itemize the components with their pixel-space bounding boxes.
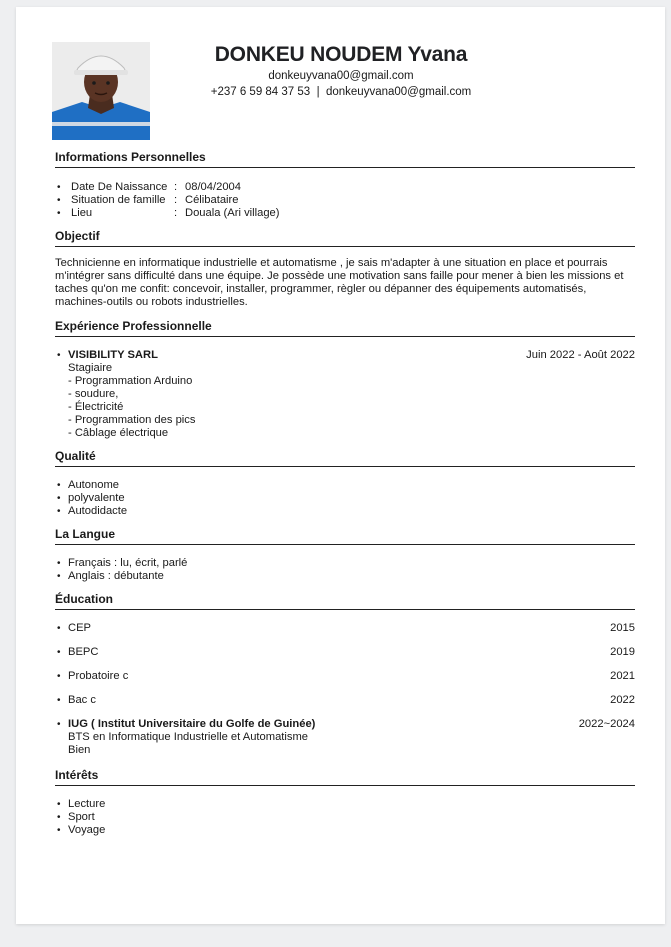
list-item [55, 670, 635, 683]
section-languages [55, 527, 635, 583]
section-title: La Langue [55, 527, 635, 545]
degree: BTS en Informatique Industrielle et Automatisme [68, 731, 309, 743]
list-item [55, 622, 635, 635]
section-interests [55, 768, 635, 837]
info-label: Date De Naissance [71, 181, 168, 193]
person-portrait-icon [52, 42, 150, 140]
list-item: • Lecture [55, 798, 635, 811]
company-name: • VISIBILITY SARL [68, 349, 158, 361]
header [166, 41, 516, 100]
task-item: - soudure, [68, 388, 119, 400]
education-list [55, 622, 635, 757]
education-name: • Probatoire c [68, 670, 129, 682]
info-value: Célibataire [185, 194, 239, 206]
objective-text: Technicienne en informatique industrielle et automatisme , je sais m'adapter à une situation en place et pourrais m'intégrer sans difficulté dans une équipe. Je possède une motivation sans faille pour mener à bien les missions et taches qu'on me confit: concevoir, installer, programmer, règler ou dépanner des équipements automatisés, machines-outils ou robots industrielles. [55, 257, 624, 308]
info-label: Situation de famille [71, 194, 166, 206]
university-years: 2022~2024 [578, 718, 635, 730]
contact-line [166, 84, 516, 100]
education-name: • Bac c [68, 694, 96, 706]
list-item [55, 646, 635, 659]
info-value: Douala (Ari village) [185, 207, 280, 219]
list-item [55, 718, 635, 757]
section-education [55, 592, 635, 757]
education-name: • BEPC [68, 646, 99, 658]
list-item: • Autonome [55, 479, 635, 492]
section-title: Éducation [55, 592, 635, 610]
list-item [55, 181, 635, 194]
list-item: • Autodidacte [55, 505, 635, 518]
education-name: • CEP [68, 622, 92, 634]
section-title: Intérêts [55, 768, 635, 786]
section-title: Qualité [55, 449, 635, 467]
profile-photo [52, 42, 150, 140]
section-qualities [55, 449, 635, 518]
personal-info-list [55, 181, 635, 220]
phone[interactable]: +237 6 59 84 37 53 [210, 86, 311, 98]
task-item: - Câblage électrique [68, 427, 169, 439]
list-item: • Sport [55, 811, 635, 824]
task-item: - Électricité [68, 401, 124, 413]
list-item: • Anglais : débutante [55, 570, 635, 583]
cv-page [16, 7, 665, 924]
contact-separator: | [316, 86, 320, 98]
list-item [55, 349, 635, 440]
list-item: • Voyage [55, 824, 635, 837]
list-item [55, 207, 635, 220]
section-title: Objectif [55, 229, 635, 247]
languages-list [55, 557, 635, 583]
qualities-list [55, 479, 635, 518]
task-item: - Programmation Arduino [68, 375, 193, 387]
list-item [55, 194, 635, 207]
mention: Bien [68, 744, 91, 756]
info-label: Lieu [71, 207, 93, 219]
info-separator: : [174, 207, 178, 219]
education-year: 2015 [610, 622, 635, 634]
task-item: - Programmation des pics [68, 414, 196, 426]
experience-list [55, 349, 635, 440]
info-value: 08/04/2004 [185, 181, 241, 193]
info-separator: : [174, 181, 178, 193]
list-item: • polyvalente [55, 492, 635, 505]
person-name: DONKEU NOUDEM Yvana [214, 43, 468, 66]
email-line[interactable]: donkeuyvana00@gmail.com [268, 70, 414, 82]
list-item [55, 694, 635, 707]
job-role: Stagiaire [68, 362, 113, 374]
interests-list [55, 798, 635, 837]
section-title: Expérience Professionnelle [55, 319, 635, 337]
email-secondary[interactable]: donkeuyvana00@gmail.com [325, 86, 472, 98]
education-year: 2019 [610, 646, 635, 658]
section-title: Informations Personnelles [55, 150, 635, 168]
section-personal-info [55, 150, 635, 220]
education-year: 2022 [610, 694, 635, 706]
info-separator: : [174, 194, 178, 206]
section-experience [55, 319, 635, 440]
university-name: • IUG ( Institut Universitaire du Golfe de Guinée) [68, 718, 316, 730]
list-item: • Français : lu, écrit, parlé [55, 557, 635, 570]
experience-dates: Juin 2022 - Août 2022 [526, 349, 635, 361]
section-objective [55, 229, 635, 309]
education-year: 2021 [610, 670, 635, 682]
